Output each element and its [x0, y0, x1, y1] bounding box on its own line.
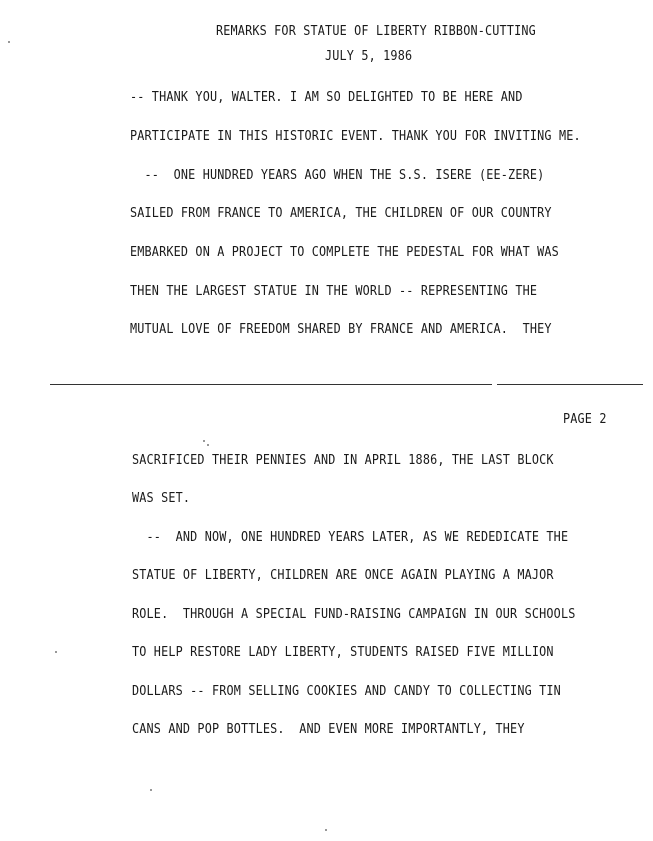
text-line: -- AND NOW, ONE HUNDRED YEARS LATER, AS WE REDEDICATE THE	[132, 530, 569, 545]
scan-speck	[325, 829, 327, 831]
text-line: STATUE OF LIBERTY, CHILDREN ARE ONCE AGAIN PLAYING A MAJOR	[132, 568, 554, 583]
document-date: JULY 5, 1986	[325, 49, 413, 64]
text-line: SAILED FROM FRANCE TO AMERICA, THE CHILDREN OF OUR COUNTRY	[130, 206, 552, 221]
page-number: PAGE 2	[563, 412, 607, 427]
scan-speck	[207, 444, 209, 446]
text-line: THEN THE LARGEST STATUE IN THE WORLD -- REPRESENTING THE	[130, 284, 538, 299]
text-line: EMBARKED ON A PROJECT TO COMPLETE THE PEDESTAL FOR WHAT WAS	[130, 245, 559, 260]
page-break-rule	[497, 384, 643, 385]
scan-speck	[150, 789, 152, 791]
text-line: TO HELP RESTORE LADY LIBERTY, STUDENTS RAISED FIVE MILLION	[132, 645, 554, 660]
text-line: DOLLARS -- FROM SELLING COOKIES AND CANDY TO COLLECTING TIN	[132, 684, 561, 699]
text-line: MUTUAL LOVE OF FREEDOM SHARED BY FRANCE AND AMERICA. THEY	[130, 322, 552, 337]
page-break-rule	[50, 384, 492, 385]
text-line: PARTICIPATE IN THIS HISTORIC EVENT. THANK YOU FOR INVITING ME.	[130, 129, 581, 144]
text-line: SACRIFICED THEIR PENNIES AND IN APRIL 1886, THE LAST BLOCK	[132, 453, 554, 468]
scan-speck	[203, 440, 205, 442]
scan-speck	[55, 651, 57, 653]
text-line: ROLE. THROUGH A SPECIAL FUND-RAISING CAMPAIGN IN OUR SCHOOLS	[132, 607, 576, 622]
scan-speck	[8, 41, 10, 43]
text-line: CANS AND POP BOTTLES. AND EVEN MORE IMPORTANTLY, THEY	[132, 722, 525, 737]
document-title: REMARKS FOR STATUE OF LIBERTY RIBBON-CUTTING	[216, 24, 536, 39]
text-line: WAS SET.	[132, 491, 191, 506]
text-line: -- ONE HUNDRED YEARS AGO WHEN THE S.S. ISERE (EE-ZERE)	[130, 168, 545, 183]
text-line: -- THANK YOU, WALTER. I AM SO DELIGHTED TO BE HERE AND	[130, 90, 523, 105]
